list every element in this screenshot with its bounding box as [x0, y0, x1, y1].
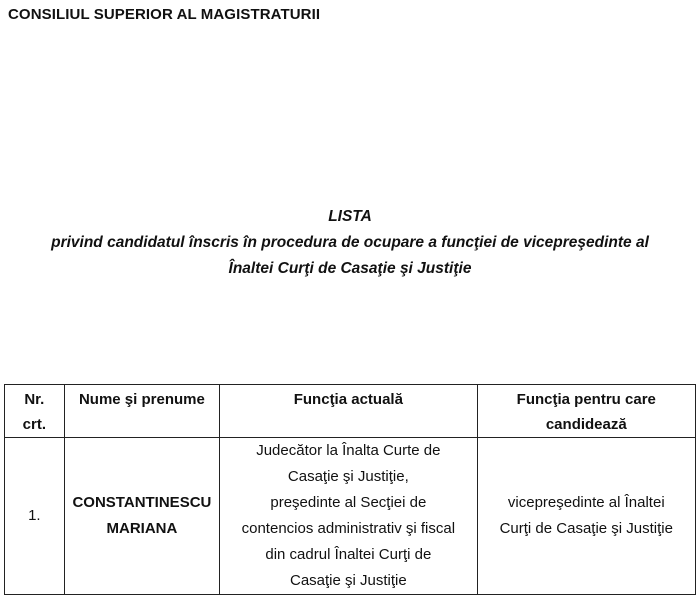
row-current-function-line-1: Judecător la Înalta Curte de	[256, 442, 441, 459]
header-candidate-function	[477, 385, 695, 438]
header-nr-line: Nr.	[24, 391, 45, 408]
header-name	[64, 385, 219, 438]
document-title	[0, 204, 700, 282]
header-candidate-function-line-2: candidează	[545, 416, 627, 433]
row-name-line-1: CONSTANTINESCU	[72, 494, 212, 511]
table-row	[5, 438, 696, 595]
header-current-function	[220, 385, 477, 438]
row-current-function-line-3: preşedinte al Secţiei de	[270, 494, 427, 511]
row-current-function-line-5: din cadrul Înaltei Curţi de	[265, 546, 432, 563]
title-line-3: Înaltei Curţi de Casaţie şi Justiţie	[228, 260, 472, 277]
header-nr-crt	[5, 385, 65, 438]
row-name-line-2: MARIANA	[106, 520, 178, 537]
row-current-function-line-2: Casaţie şi Justiţie,	[287, 468, 409, 485]
row-current-function	[220, 438, 477, 595]
header-crt-line: crt.	[22, 416, 47, 433]
header-current-function-label: Funcţia actuală	[293, 391, 403, 408]
candidates-table	[4, 384, 696, 595]
institution-header: CONSILIUL SUPERIOR AL MAGISTRATURII	[8, 6, 321, 23]
table-header-row	[5, 385, 696, 438]
row-candidate-function-line-2: Curţi de Casaţie şi Justiţie	[499, 520, 673, 537]
row-current-function-line-6: Casaţie şi Justiţie	[289, 572, 407, 589]
header-candidate-function-line-1: Funcţia pentru care	[516, 391, 656, 408]
row-current-function-line-4: contencios administrativ şi fiscal	[241, 520, 456, 537]
row-nr: 1.	[5, 438, 65, 595]
title-line-2: privind candidatul înscris în procedura de ocupare a funcţiei de vicepreşedinte al	[51, 234, 649, 251]
row-candidate-function-line-1: vicepreşedinte al Înaltei	[507, 494, 665, 511]
row-name	[64, 438, 219, 595]
row-candidate-function	[477, 438, 695, 595]
header-name-label: Nume şi prenume	[78, 391, 205, 408]
title-line-1: LISTA	[328, 208, 372, 225]
